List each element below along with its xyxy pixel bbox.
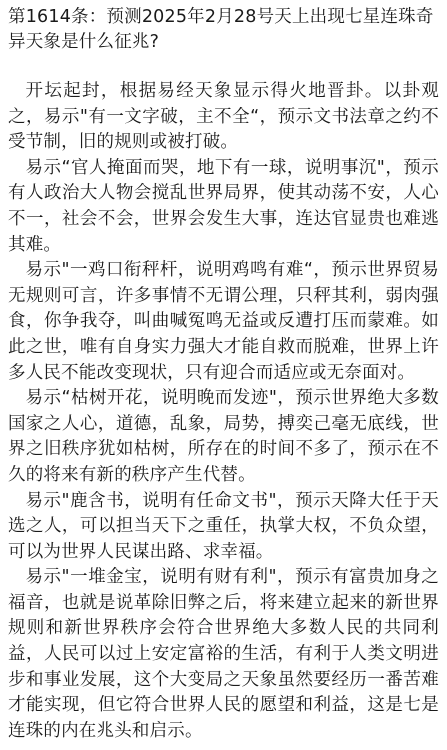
paragraph-gold-treasure: 易示"一堆金宝，说明有财有利"，预示有富贵加身之福音，也就是说革除旧弊之后，将来建立起来的新世界规则和新世界秩序会符合世界绝大多数人民的共同利益，人民可以过上安定富裕的生活，有利于人类文明进步和事业发展，这个大变局之天象虽然要经历一番苦难才能实现，但它符合世界人民的愿望和利益，这是七是连珠的内在兆头和启示。 xyxy=(8,567,439,741)
paragraph-official-weeping: 易示“官人掩面而哭，地下有一球，说明事沉"，预示有人政治大人物会搅乱世界局界，使其动荡不安，人心不一，社会不会，世界会发生大事，连达官显贵也难逃其难。 xyxy=(8,157,439,255)
paragraph-opening: 开坛起封，根据易经天象显示得火地晋卦。以卦观之，易示"有一文字破，主不全“，预示文书法章之约不受节制，旧的规则或被打破。 xyxy=(8,81,439,153)
paragraph-withered-tree: 易示“枯树开花，说明晚而发迹"，预示世界绝大多数国家之人心，道德，乱象，局势，搏奕己毫无底线，世界之旧秩序犹如枯树，所存在的时间不多了，预示在不久的将来有新的秩序产生代替。 xyxy=(8,388,439,485)
paragraph-chicken-scale: 易示"一鸡口衔秤杆，说明鸡鸣有难“，预示世界贸易无规则可言，许多事情不无谓公理，只秤其利，弱肉强食，你争我夺，叫曲喊冤鸣无益或反遭打压而蒙难。如此之世，唯有自身实力强大才能自救而脱难，世界上许多人民不能改变现状，只有迎合而适应或无奈面对。 xyxy=(8,260,439,383)
paragraph-deer-book: 易示"鹿含书，说明有任命文书"，预示天降大任于天选之人，可以担当天下之重任，执掌大权，不负众望，可以为世界人民谋出路、求幸福。 xyxy=(8,490,439,562)
document-title: 第1614条：预测2025年2月28号天上出现七星连珠奇异天象是什么征兆? xyxy=(8,7,434,52)
